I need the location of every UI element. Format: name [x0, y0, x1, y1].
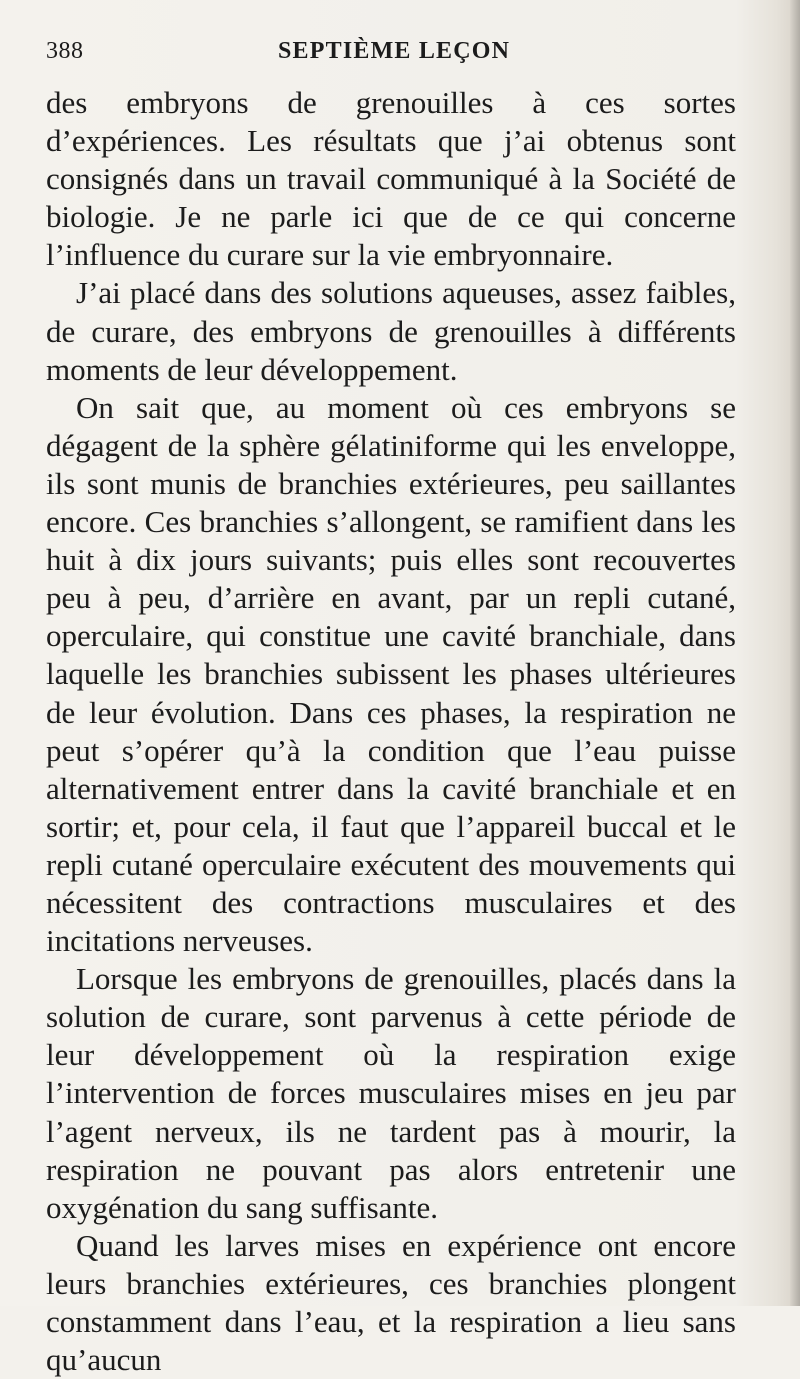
page-header — [46, 38, 736, 72]
page-edge-shadow — [790, 0, 800, 1306]
paragraph: J’ai placé dans des solutions aqueuses, assez faibles, de curare, des embryons de grenouilles à différents moments de leur développement. — [46, 275, 736, 387]
running-title: SEPTIÈME LEÇON — [278, 38, 511, 64]
paragraph: des embryons de grenouilles à ces sortes d’expériences. Les résultats que j’ai obtenus sont consignés dans un travail communiqué à la Société de biologie. Je ne parle ici que de ce qui concerne l’influence du curare sur la vie embryonnaire. — [46, 85, 736, 273]
paragraph: On sait que, au moment où ces embryons se dégagent de la sphère gélatiniforme qui les enveloppe, ils sont munis de branchies extérieures, peu saillantes encore. Ces branchies s’allongent, se ramifient dans les huit à dix jours suivants; puis elles sont recouvertes peu à peu, d’arrière en avant, par un repli cutané, operculaire, qui constitue une cavité branchiale, dans laquelle les branchies subissent les phases ultérieures de leur évolution. Dans ces phases, la respiration ne peut s’opérer qu’à la condition que l’eau puisse alternativement entrer dans la cavité branchiale et en sortir; et, pour cela, il faut que l’appareil buccal et le repli cutané operculaire exécutent des mouvements qui nécessitent des contractions musculaires et des incitations nerveuses. — [46, 389, 736, 959]
body-text — [46, 84, 736, 1379]
page-number: 388 — [46, 38, 84, 64]
paragraph: Lorsque les embryons de grenouilles, placés dans la solution de curare, sont parvenus à cette période de leur développement où la respiration exige l’intervention de forces musculaires mises en jeu par l’agent nerveux, ils ne tardent pas à mourir, la respiration ne pouvant pas alors entretenir une oxygénation du sang suffisante. — [46, 961, 736, 1225]
paragraph: Quand les larves mises en expérience ont encore leurs branchies extérieures, ces branchies plongent constamment dans l’eau, et la respiration a lieu sans qu’aucun — [46, 1227, 736, 1378]
